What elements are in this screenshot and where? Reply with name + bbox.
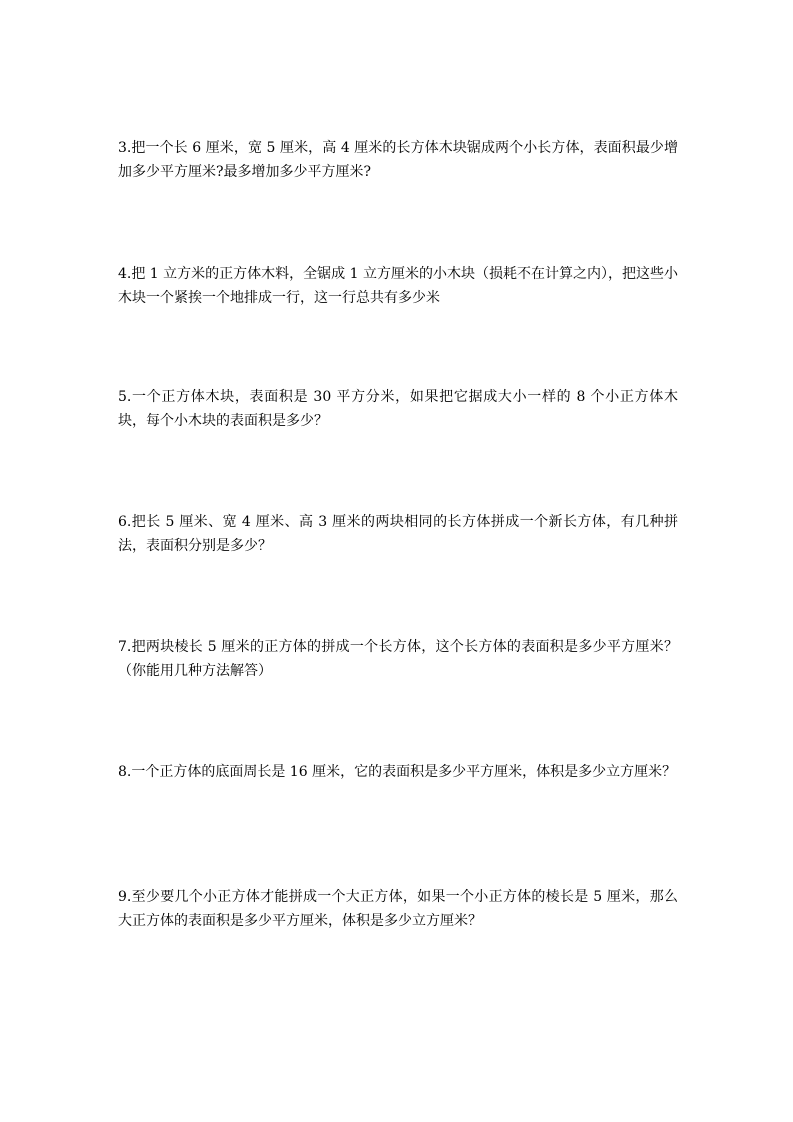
problem-3: 3.把一个长 6 厘米，宽 5 厘米，高 4 厘米的长方体木块锯成两个小长方体，表面积最少增加多少平方厘米?最多增加多少平方厘米? <box>118 140 678 180</box>
problem-6: 6.把长 5 厘米、宽 4 厘米、高 3 厘米的两块相同的长方体拼成一个新长方体，有几种拼法，表面积分别是多少？ <box>118 514 678 554</box>
problem-4: 4.把 1 立方米的正方体木料，全锯成 1 立方厘米的小木块（损耗不在计算之内），把这些小木块一个紧挨一个地排成一行，这一行总共有多少米 <box>118 266 678 306</box>
problem-5: 5.一个正方体木块，表面积是 30 平方分米，如果把它据成大小一样的 8 个小正方体木块，每个小木块的表面积是多少？ <box>118 389 678 429</box>
problem-9: 9.至少要几个小正方体才能拼成一个大正方体，如果一个小正方体的棱长是 5 厘米，那么大正方体的表面积是多少平方厘米，体积是多少立方厘米？ <box>118 889 678 929</box>
problem-7: 7.把两块棱长 5 厘米的正方体的拼成一个长方体，这个长方体的表面积是多少平方厘米？（你能用几种方法解答） <box>118 639 678 679</box>
problem-8: 8.一个正方体的底面周长是 16 厘米，它的表面积是多少平方厘米，体积是多少立方厘米？ <box>118 764 677 780</box>
